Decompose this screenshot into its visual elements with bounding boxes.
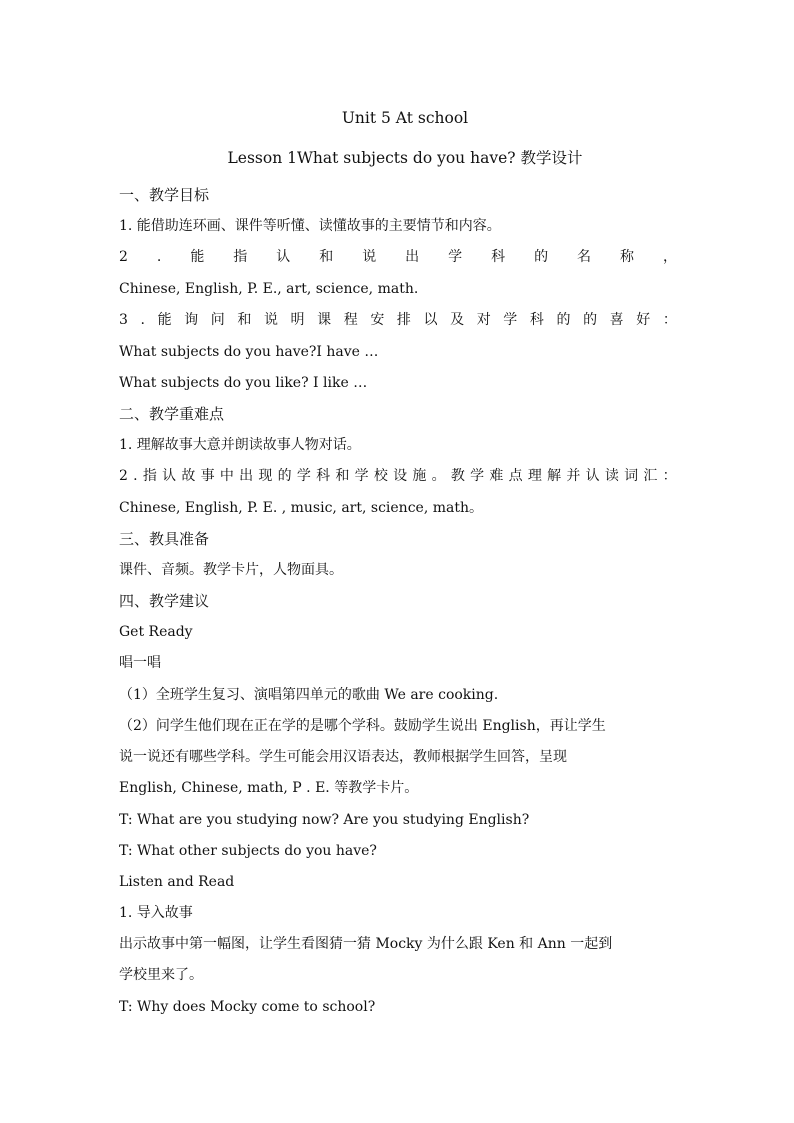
justified-char: 的 (556, 312, 571, 328)
justified-char: 排 (396, 312, 411, 328)
justified-char: 问 (210, 312, 225, 328)
section-heading-keypoints: 二、教学重难点 (119, 405, 225, 423)
justified-char: 施 (412, 468, 427, 484)
justified-char: 学 (503, 312, 518, 328)
justified-char: 喜 (609, 312, 624, 328)
justified-char: 和 (319, 249, 334, 265)
justified-char: 学 (296, 468, 311, 484)
goal-line-3-question-like: What subjects do you like? I like … (119, 375, 368, 391)
justified-char: 2 (119, 249, 128, 265)
justified-char: 解 (547, 468, 562, 484)
justified-char: 说 (263, 312, 278, 328)
lesson-title: Lesson 1What subjects do you have? 教学设计 (227, 149, 583, 167)
justified-char: 以 (423, 312, 438, 328)
justified-char: ： (662, 312, 677, 328)
justified-char: 称 (620, 249, 634, 265)
justified-char: 汇 (643, 468, 658, 484)
keypoint-line-1: 1. 理解故事大意并朗读故事人物对话。 (119, 437, 361, 453)
justified-char: 学 (354, 468, 369, 484)
justified-char: 认 (276, 249, 291, 265)
materials-line: 课件、音频。教学卡片，人物面具。 (119, 562, 343, 578)
justified-char: 对 (476, 312, 491, 328)
justified-char: 能 (157, 312, 172, 328)
unit-title: Unit 5 At school (341, 109, 469, 127)
teacher-line-3: T: Why does Mocky come to school? (119, 999, 376, 1015)
justified-char: 科 (529, 312, 544, 328)
justified-char: 点 (508, 468, 523, 484)
justified-char: . (133, 468, 138, 484)
teacher-line-2: T: What other subjects do you have? (119, 843, 377, 859)
sing-heading: 唱一唱 (119, 655, 161, 671)
goal-line-1: 1. 能借助连环画、课件等听懂、读懂故事的主要情节和内容。 (119, 218, 501, 234)
section-heading-goals: 一、教学目标 (119, 186, 210, 204)
justified-char: 指 (142, 468, 157, 484)
justified-char: 明 (290, 312, 305, 328)
listen-read-heading: Listen and Read (119, 874, 235, 890)
justified-char: 2 (119, 468, 128, 484)
justified-char: 难 (489, 468, 504, 484)
justified-char: 的 (583, 312, 598, 328)
goal-line-2-subjects: Chinese, English, P. E., art, science, math. (119, 281, 419, 297)
justified-char: 名 (577, 249, 592, 265)
justified-char: 出 (405, 249, 420, 265)
step-2-line-b: 说一说还有哪些学科。学生可能会用汉语表达，教师根据学生回答，呈现 (119, 749, 567, 765)
justified-char: 现 (258, 468, 273, 484)
step-2-line-a: （2）问学生他们现在正在学的是哪个学科。鼓励学生说出 English，再让学生 (119, 718, 606, 734)
justified-char: 询 (184, 312, 199, 328)
justified-char: 认 (585, 468, 600, 484)
justified-char: 和 (237, 312, 252, 328)
justified-char: 事 (200, 468, 215, 484)
justified-char: 科 (316, 468, 331, 484)
justified-char: 安 (370, 312, 385, 328)
justified-char: 课 (317, 312, 332, 328)
justified-char: 设 (393, 468, 408, 484)
goal-line-3 (119, 310, 677, 330)
justified-char: 读 (604, 468, 619, 484)
justified-char: 理 (527, 468, 542, 484)
get-ready-heading: Get Ready (119, 624, 193, 640)
justified-char: 3 (119, 312, 128, 328)
justified-char: 的 (534, 249, 549, 265)
intro-story-heading: 1. 导入故事 (119, 905, 193, 921)
justified-char: 。 (431, 468, 446, 484)
justified-char: 中 (219, 468, 234, 484)
justified-char: . (140, 312, 145, 328)
section-heading-suggestions: 四、教学建议 (119, 592, 210, 610)
justified-char: 并 (566, 468, 581, 484)
justified-char: 及 (450, 312, 465, 328)
justified-char: 出 (239, 468, 254, 484)
justified-char: 说 (362, 249, 377, 265)
justified-char: ， (662, 249, 677, 265)
justified-char: . (156, 249, 162, 265)
justified-char: 学 (470, 468, 485, 484)
goal-line-2 (119, 247, 677, 267)
teacher-line-1: T: What are you studying now? Are you studying English? (119, 812, 530, 828)
goal-line-3-question-have: What subjects do you have?I have … (119, 344, 379, 360)
justified-char: 能 (190, 249, 205, 265)
justified-char: 和 (335, 468, 350, 484)
justified-char: 指 (233, 249, 248, 265)
step-1: （1）全班学生复习、演唱第四单元的歌曲 We are cooking. (119, 687, 499, 703)
justified-char: 的 (277, 468, 292, 484)
keypoint-line-2-vocab: Chinese, English, P. E. , music, art, science, math。 (119, 500, 483, 516)
story-line-a: 出示故事中第一幅图，让学生看图猜一猜 Mocky 为什么跟 Ken 和 Ann 一起到 (119, 936, 613, 952)
justified-char: 学 (448, 249, 463, 265)
justified-char: 词 (624, 468, 639, 484)
justified-char: 程 (343, 312, 358, 328)
justified-char: 认 (162, 468, 177, 484)
justified-char: 科 (491, 249, 506, 265)
story-line-b: 学校里来了。 (119, 967, 203, 983)
keypoint-line-2 (119, 466, 677, 486)
justified-char: ： (662, 468, 677, 484)
step-2-line-c: English, Chinese, math, P . E. 等教学卡片。 (119, 780, 419, 796)
justified-char: 故 (181, 468, 196, 484)
justified-char: 好 (636, 312, 651, 328)
section-heading-materials: 三、教具准备 (119, 530, 210, 548)
justified-char: 教 (450, 468, 465, 484)
justified-char: 校 (373, 468, 388, 484)
